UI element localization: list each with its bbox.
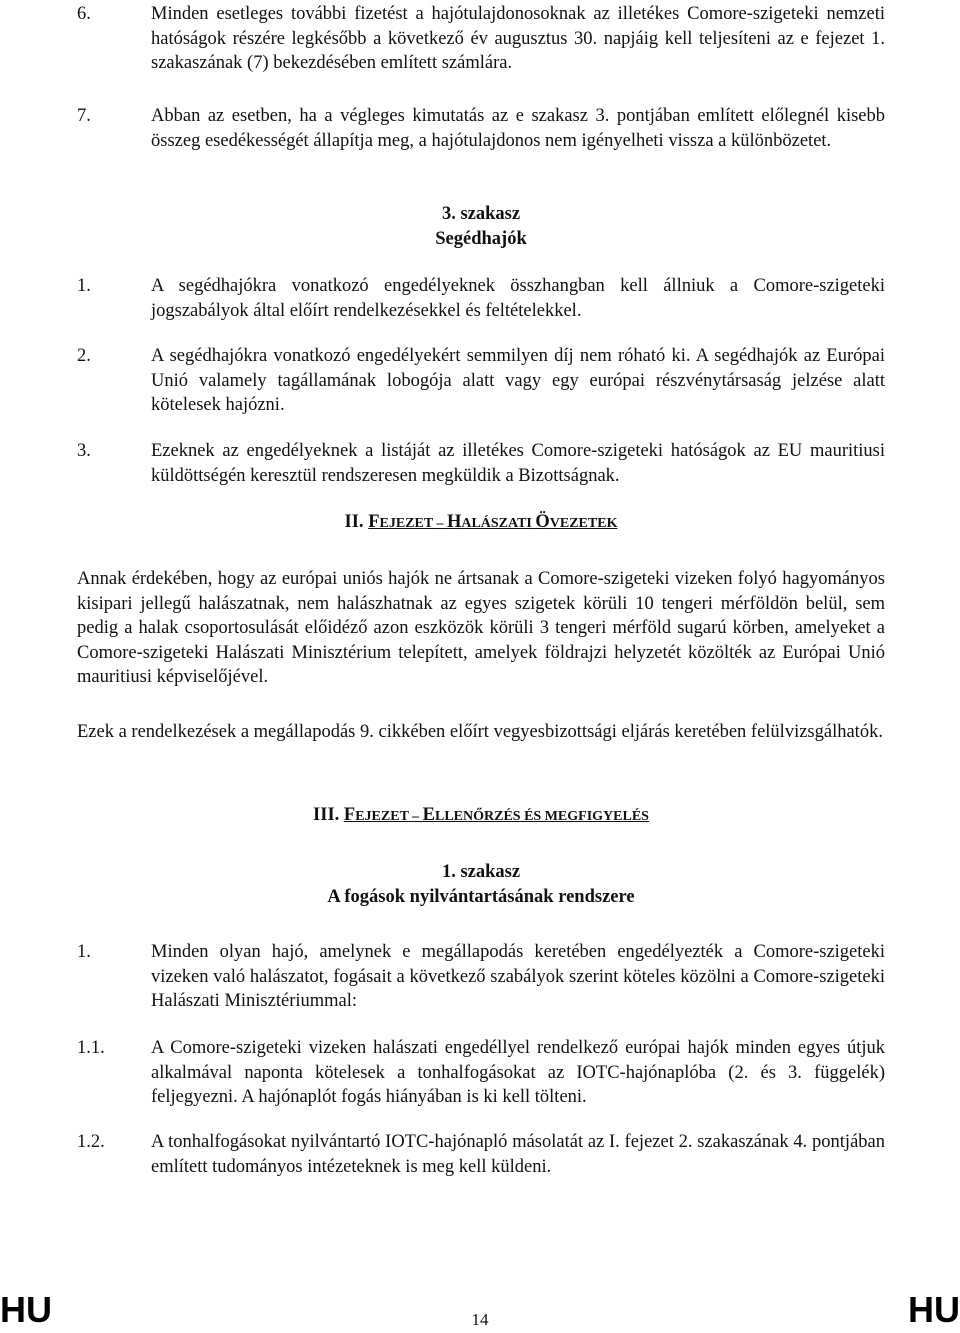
item-text: Minden esetleges további fizetést a hajótulajdonosoknak az illetékes Comore-szigeteki nemzeti hatóságok részére legkésőbb a következő év augusztus 30. napjáig kell teljesíteni az e fejezet 1. szakaszának (7) bekezdésében említett számlára. <box>151 4 885 73</box>
list-item <box>77 344 885 418</box>
list-item <box>77 1130 885 1179</box>
section-number: 1. szakasz <box>441 862 521 882</box>
item-number: 1.2. <box>77 1132 105 1152</box>
item-text: Abban az esetben, ha a végleges kimutatás az e szakasz 3. pontjában említett előlegnél kisebb összeg esedékességét állapítja meg, a hajótulajdonos nem igényelheti vissza a különbözetet. <box>151 106 885 151</box>
list-item <box>77 940 885 1014</box>
paragraph-review: Ezek a rendelkezések a megállapodás 9. cikkében előírt vegyesbizottsági eljárás keretében felülvizsgálhatók. <box>77 722 883 742</box>
language-code-left: HU <box>0 1289 52 1330</box>
item-number: 1. <box>77 276 91 296</box>
paragraph-zone: Annak érdekében, hogy az európai uniós hajók ne ártsanak a Comore-szigeteki vizeken folyó hagyományos kisipari jellegű halászatnak, nem halászhatnak az egyes szigetek körüli 10 tengeri mérföldön belül, sem pedig a halak csoportosulását előidéző azon eszközök körüli 3 tengeri mérföld sugarú körben, amelyeket a Comore-szigeteki Halászati Minisztérium telepített, amelyek földrajzi helyzetét közölték az Európai Unió mauritiusi képviselőjével. <box>77 569 885 687</box>
item-text: Ezeknek az engedélyeknek a listáját az illetékes Comore-szigeteki hatóságok az EU mauritiusi küldöttségén keresztül rendszeresen megküldik a Bizottságnak. <box>151 441 885 486</box>
item-text: A Comore-szigeteki vizeken halászati engedéllyel rendelkező európai hajók minden egyes útjuk alkalmával naponta kötelesek a tonhalfogásokat az IOTC-hajónaplóba (2. és 3. függelék) feljegyezni. A hajónaplót fogás hiányában is ki kell tölteni. <box>151 1038 885 1107</box>
item-number: 1. <box>77 942 91 962</box>
item-text: A segédhajókra vonatkozó engedélyekért semmilyen díj nem róható ki. A segédhajók az Európai Unió valamely tagállamának lobogója alatt vagy egy európai részvénytársaság jelzése alatt kötelesek hajózni. <box>151 346 885 415</box>
list-item <box>77 439 885 488</box>
chapter-roman: III. <box>313 805 340 825</box>
list-item <box>77 104 885 153</box>
page-number: 14 <box>471 1310 489 1329</box>
section-heading <box>77 202 885 251</box>
chapter-title: FEJEZET – HALÁSZATI ÖVEZETEK <box>368 512 618 532</box>
section-heading <box>77 860 885 909</box>
list-item <box>77 274 885 323</box>
chapter-heading <box>77 510 885 537</box>
chapter-title: FEJEZET – ELLENŐRZÉS ÉS MEGFIGYELÉS <box>343 805 649 825</box>
list-item <box>77 1036 885 1110</box>
list-item <box>77 2 885 76</box>
item-text: A segédhajókra vonatkozó engedélyeknek összhangban kell állniuk a Comore-szigeteki jogszabályok által előírt rendelkezésekkel és feltételekkel. <box>151 276 885 321</box>
item-number: 6. <box>77 4 91 24</box>
item-number: 7. <box>77 106 91 126</box>
item-number: 2. <box>77 346 91 366</box>
item-text: A tonhalfogásokat nyilvántartó IOTC-hajónapló másolatát az I. fejezet 2. szakaszának 4. pontjában említett tudományos intézeteknek is meg kell küldeni. <box>151 1132 885 1177</box>
section-title: Segédhajók <box>435 228 527 249</box>
section-title: A fogások nyilvántartásának rendszere <box>327 886 635 907</box>
language-code-right: HU <box>908 1289 960 1330</box>
item-text: Minden olyan hajó, amelynek e megállapodás keretében engedélyezték a Comore-szigeteki vizeken való halászatot, fogásait a következő szabályok szerint köteles közölni a Comore-szigeteki Halászati Minisztériummal: <box>151 942 885 1011</box>
section-number: 3. szakasz <box>441 204 521 224</box>
chapter-heading <box>77 803 885 830</box>
item-number: 1.1. <box>77 1038 105 1058</box>
item-number: 3. <box>77 441 91 461</box>
chapter-roman: II. <box>344 512 364 532</box>
